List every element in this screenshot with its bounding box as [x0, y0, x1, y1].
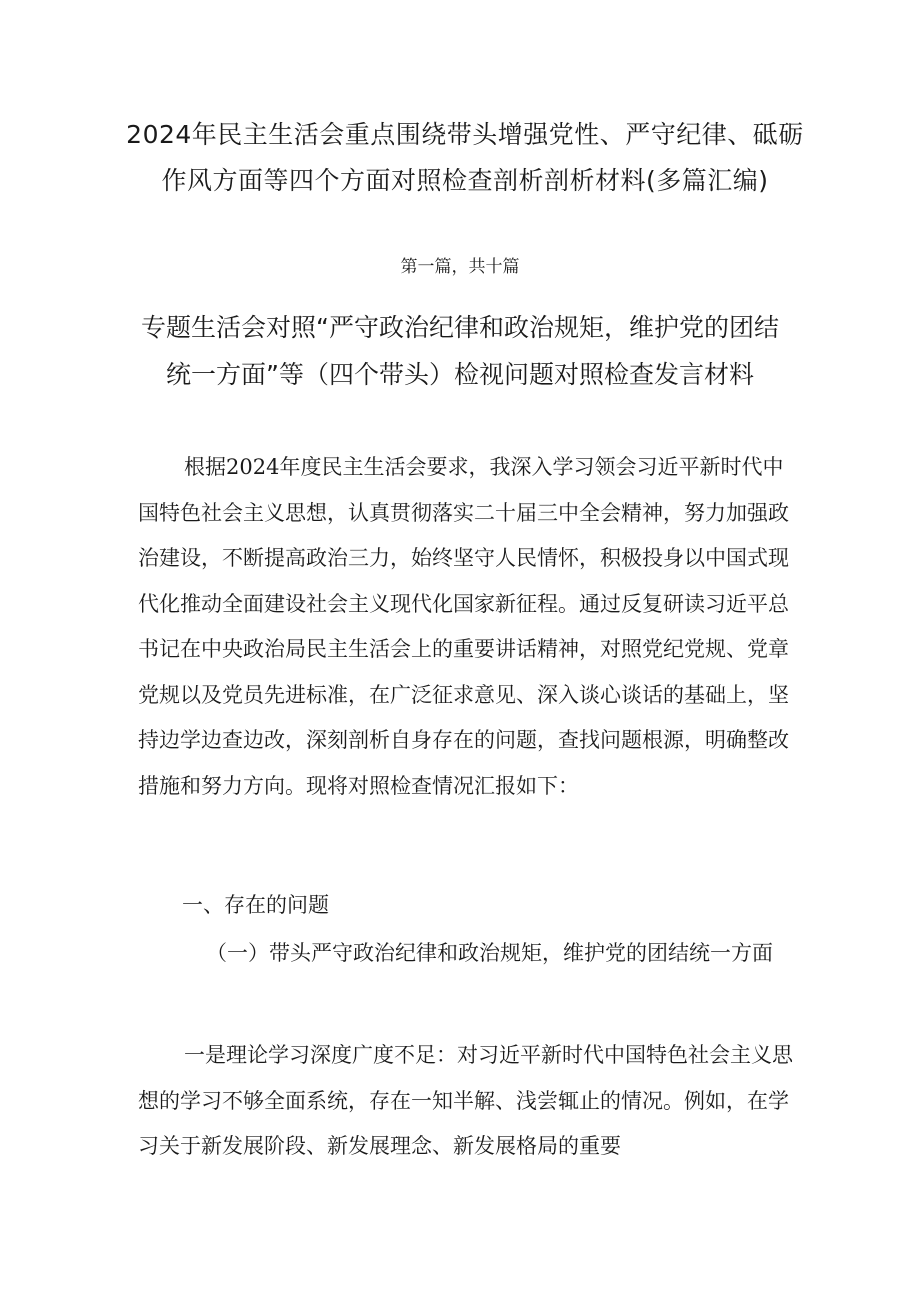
point-paragraph: 一是理论学习深度广度不足：对习近平新时代中国特色社会主义思想的学习不够全面系统，存在一知半解、浅尝辄止的情况。例如，在学习关于新发展阶段、新发展理念、新发展格局的重要: [138, 1043, 793, 1158]
part-label: 第一篇，共十篇: [400, 257, 520, 277]
subsection-heading: （一）带头严守政治纪律和政治规矩，维护党的团结统一方面: [206, 941, 773, 965]
document-title: 2024年民主生活会重点围绕带头增强党性、严守纪律、砥砺作风方面等四个方面对照检查剖析剖析材料(多篇汇编): [126, 120, 804, 195]
article-subtitle: 专题生活会对照“严守政治纪律和政治规矩，维护党的团结统一方面”等（四个带头）检视问题对照检查发言材料: [141, 313, 779, 389]
section-heading: 一、存在的问题: [182, 893, 329, 917]
intro-paragraph: 根据2024年度民主生活会要求，我深入学习领会习近平新时代中国特色社会主义思想，认真贯彻落实二十届三中全会精神，努力加强政治建设，不断提高政治三力，始终坚守人民情怀，积极投身以中国式现代化推动全面建设社会主义现代化国家新征程。通过反复研读习近平总书记在中央政治局民主生活会上的重要讲话精神，对照党纪党规、党章党规以及党员先进标准，在广泛征求意见、深入谈心谈话的基础上，坚持边学边查边改，深刻剖析自身存在的问题，查找问题根源，明确整改措施和努力方向。现将对照检查情况汇报如下：: [138, 455, 789, 798]
